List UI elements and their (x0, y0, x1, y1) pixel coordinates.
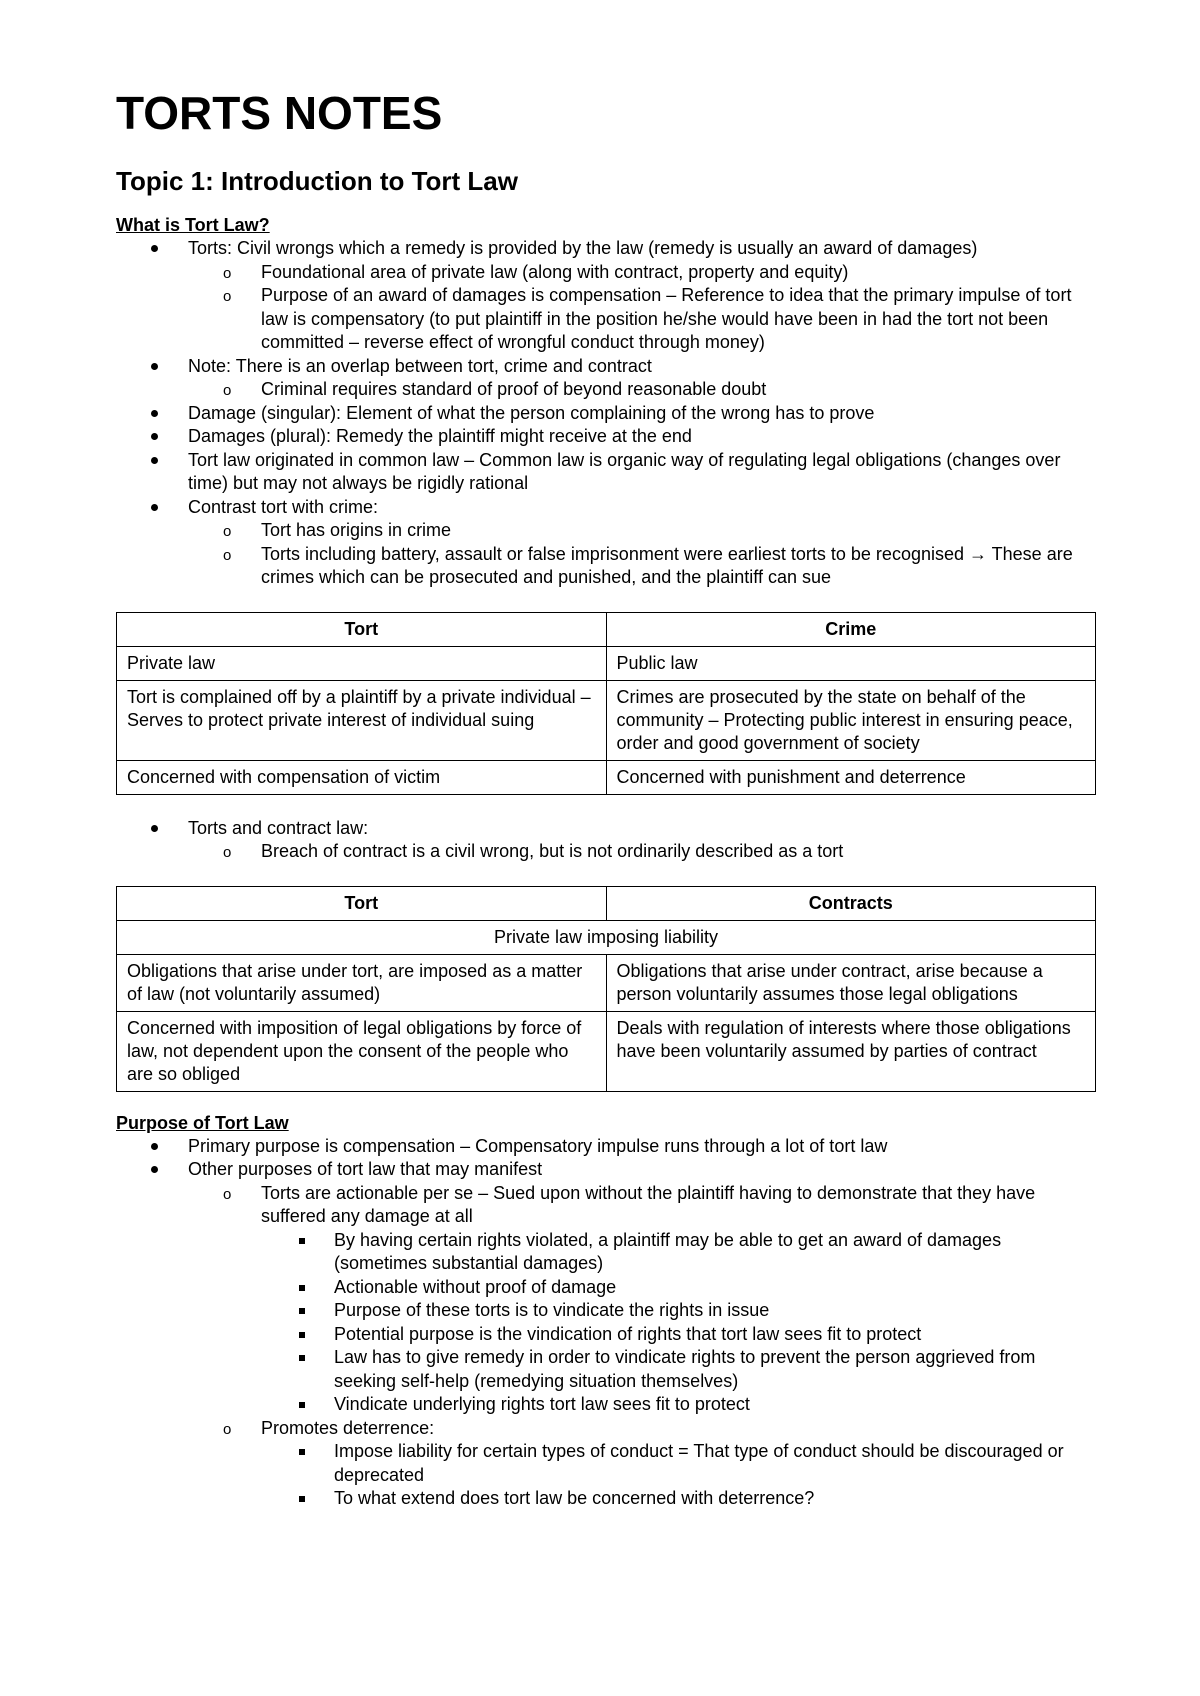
table-header-cell: Contracts (606, 886, 1096, 920)
list-item: Primary purpose is compensation – Compensatory impulse runs through a lot of tort law (116, 1135, 1096, 1159)
table-row (117, 920, 1096, 954)
bullet-circle-icon: o (223, 546, 232, 564)
list-item: o Torts including battery, assault or false imprisonment were earliest torts to be recognised → These are crimes which can be prosecuted and punished, and the plaintiff can sue (223, 543, 1073, 587)
bullet-dot-icon (151, 1166, 158, 1173)
list-item: Other purposes of tort law that may manifest (116, 1158, 1096, 1182)
table-header-cell: Tort (117, 612, 607, 646)
table-cell: Concerned with imposition of legal obligations by force of law, not dependent upon the consent of the people who are so obliged (117, 1011, 607, 1091)
bullet-square-icon (299, 1496, 305, 1502)
list-item: o Promotes deterrence: (116, 1417, 1096, 1441)
list-item: Actionable without proof of damage (116, 1276, 1096, 1300)
bullet-square-icon (299, 1355, 305, 1361)
bullet-list-torts-and-contract (116, 817, 1096, 864)
bullet-square-icon (299, 1285, 305, 1291)
list-item: Potential purpose is the vindication of rights that tort law sees fit to protect (116, 1323, 1096, 1347)
bullet-list-purpose-of-tort-law (116, 1135, 1096, 1511)
table-row (117, 760, 1096, 794)
bullet-square-icon (299, 1402, 305, 1408)
table-cell: Public law (606, 646, 1096, 680)
section-heading-purpose-of-tort-law: Purpose of Tort Law (116, 1112, 289, 1133)
table-cell: Crimes are prosecuted by the state on behalf of the community – Protecting public interest in ensuring peace, order and good government of society (606, 680, 1096, 760)
list-item: o Tort has origins in crime (116, 519, 1096, 543)
document-title: TORTS NOTES (116, 87, 443, 139)
list-item: o Breach of contract is a civil wrong, but is not ordinarily described as a tort (116, 840, 1096, 864)
list-item: Contrast tort with crime: (116, 496, 1096, 520)
section-heading-what-is-tort-law: What is Tort Law? (116, 215, 270, 235)
table-span-cell: Private law imposing liability (117, 920, 1096, 954)
list-item: o Purpose of an award of damages is compensation – Reference to idea that the primary impulse of tort law is compensatory (to put plaintiff in the position he/she would have been in had the tort not been committed – reverse effect of wrongful conduct through money) (223, 285, 1072, 352)
bullet-circle-icon: o (223, 844, 232, 861)
list-item: Impose liability for certain types of conduct = That type of conduct should be discouraged or deprecated (116, 1440, 1096, 1487)
table-row (117, 680, 1096, 760)
bullet-dot-icon (151, 245, 158, 252)
bullet-dot-icon (151, 433, 158, 440)
bullet-dot-icon (151, 410, 158, 417)
list-item: Damage (singular): Element of what the person complaining of the wrong has to prove (116, 402, 1096, 426)
bullet-circle-icon: o (223, 288, 232, 305)
list-item: Tort law originated in common law – Common law is organic way of regulating legal obligations (changes over time) but may not always be rigidly rational (116, 449, 1096, 496)
bullet-square-icon (299, 1238, 305, 1244)
list-item: Note: There is an overlap between tort, crime and contract (116, 355, 1096, 379)
table-row (117, 954, 1096, 1011)
list-item: o Criminal requires standard of proof of beyond reasonable doubt (116, 378, 1096, 402)
bullet-dot-icon (151, 825, 158, 832)
bullet-square-icon (299, 1308, 305, 1314)
table-cell: Obligations that arise under contract, arise because a person voluntarily assumes those legal obligations (606, 954, 1096, 1011)
list-item: Damages (plural): Remedy the plaintiff might receive at the end (116, 425, 1096, 449)
list-item: o Torts are actionable per se – Sued upon without the plaintiff having to demonstrate that they have suffered any damage at all (223, 1182, 1036, 1226)
document-content (116, 84, 1096, 1511)
bullet-dot-icon (151, 1143, 158, 1150)
bullet-square-icon (299, 1449, 305, 1455)
list-item: Torts and contract law: (116, 817, 1096, 841)
table-cell: Private law (117, 646, 607, 680)
list-item: Torts: Civil wrongs which a remedy is provided by the law (remedy is usually an award of damages) (116, 237, 1096, 261)
list-item: Purpose of these torts is to vindicate the rights in issue (116, 1299, 1096, 1323)
table-row (117, 646, 1096, 680)
bullet-circle-icon: o (223, 523, 232, 540)
list-item: o Foundational area of private law (along with contract, property and equity) (116, 261, 1096, 285)
bullet-dot-icon (151, 363, 158, 370)
table-header-cell: Tort (117, 886, 607, 920)
bullet-circle-icon: o (223, 1185, 232, 1203)
bullet-dot-icon (151, 504, 158, 511)
topic-title: Topic 1: Introduction to Tort Law (116, 166, 518, 196)
table-header-row (117, 886, 1096, 920)
list-item: Law has to give remedy in order to vindicate rights to prevent the person aggrieved from seeking self-help (remedying situation themselves) (116, 1346, 1096, 1393)
list-item: By having certain rights violated, a plaintiff may be able to get an award of damages (sometimes substantial damages) (116, 1229, 1096, 1276)
table-cell: Deals with regulation of interests where those obligations have been voluntarily assumed by parties of contract (606, 1011, 1096, 1091)
bullet-circle-icon: o (223, 1420, 232, 1438)
bullet-square-icon (299, 1332, 305, 1338)
table-header-row (117, 612, 1096, 646)
tort-vs-contracts-table (116, 886, 1096, 1092)
table-cell: Concerned with punishment and deterrence (606, 760, 1096, 794)
tort-vs-crime-table (116, 612, 1096, 795)
table-cell: Concerned with compensation of victim (117, 760, 607, 794)
list-item: Vindicate underlying rights tort law sees fit to protect (116, 1393, 1096, 1417)
list-item: To what extend does tort law be concerned with deterrence? (116, 1487, 1096, 1511)
table-cell: Obligations that arise under tort, are imposed as a matter of law (not voluntarily assumed) (117, 954, 607, 1011)
bullet-circle-icon: o (223, 264, 232, 282)
bullet-dot-icon (151, 457, 158, 464)
bullet-circle-icon: o (223, 382, 232, 399)
table-cell: Tort is complained off by a plaintiff by a private individual – Serves to protect private interest of individual suing (117, 680, 607, 760)
table-header-cell: Crime (606, 612, 1096, 646)
table-row (117, 1011, 1096, 1091)
bullet-list-what-is-tort-law (116, 237, 1096, 590)
